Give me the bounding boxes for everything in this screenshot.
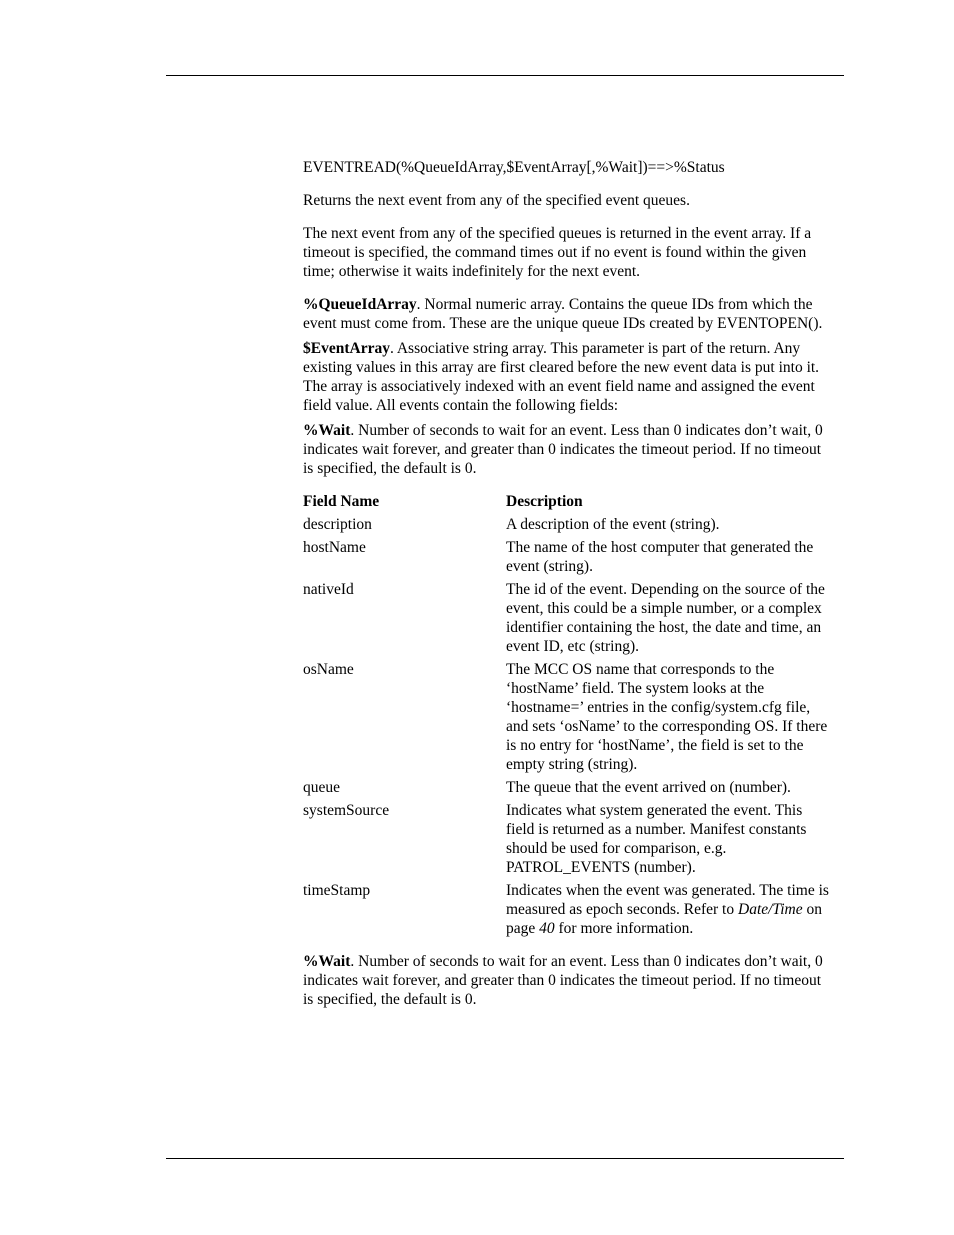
field-name-cell: nativeId (303, 581, 354, 598)
column-header-description: Description (506, 493, 583, 510)
desc-text: on page (506, 901, 822, 937)
param-text: . Number of seconds to wait for an event. Less than 0 indicates don’t wait, 0 indicates wait forever, and greater than 0 indicates the timeout period. If no timeout is specified, the default is 0. (303, 953, 823, 1008)
document-body (303, 158, 833, 1023)
field-name-cell: osName (303, 661, 354, 678)
param-name: %Wait (303, 953, 351, 970)
table-row (303, 580, 833, 660)
field-name-cell: systemSource (303, 802, 390, 819)
table-row (303, 660, 833, 778)
table-row (303, 801, 833, 881)
param-text: . Associative string array. This parameter is part of the return. Any existing values in this array are first cleared before the new event data is put into it. The array is associatively indexed with an event field name and assigned the event field value. All events contain the following fields: (303, 340, 820, 414)
event-fields-table (303, 492, 833, 942)
param-wait-repeat (303, 952, 833, 1009)
cross-reference-link[interactable]: Date/Time (738, 901, 803, 918)
param-event-array (303, 339, 833, 415)
param-name: %QueueIdArray (303, 296, 417, 313)
function-summary: Returns the next event from any of the specified event queues. (303, 192, 690, 209)
field-description-cell: The id of the event. Depending on the source of the event, this could be a simple number, or a complex identifier containing the host, the date and time, an event ID, etc (string). (506, 581, 825, 655)
field-name-cell: queue (303, 779, 341, 796)
field-description-cell: The MCC OS name that corresponds to the ‘hostName’ field. The system looks at the ‘hostname=’ entries in the config/system.cfg file, and sets ‘osName’ to the corresponding OS. If there is no entry for ‘hostName’, the field is set to the empty string (string). (506, 661, 828, 773)
field-description-cell: The name of the host computer that generated the event (string). (506, 539, 814, 575)
field-description-cell: The queue that the event arrived on (number). (506, 779, 791, 796)
column-header-field-name: Field Name (303, 493, 380, 510)
param-name: $EventArray (303, 340, 390, 357)
footer-rule (166, 1158, 844, 1159)
table-row (303, 515, 833, 538)
param-wait (303, 421, 833, 478)
field-description-cell: A description of the event (string). (506, 516, 720, 533)
field-name-cell: description (303, 516, 372, 533)
function-syntax: EVENTREAD(%QueueIdArray,$EventArray[,%Wait])==>%Status (303, 159, 725, 176)
desc-text: Indicates when the event was generated. The time is measured as epoch seconds. Refer to (506, 882, 829, 918)
param-name: %Wait (303, 422, 351, 439)
param-queue-id-array (303, 295, 833, 333)
header-rule (166, 75, 844, 76)
table-header-row (303, 492, 833, 515)
page-reference[interactable]: 40 (539, 920, 555, 937)
field-description-cell: Indicates what system generated the event. This field is returned as a number. Manifest constants should be used for comparison, e.g. PATROL_EVENTS (number). (506, 802, 807, 876)
field-name-cell: hostName (303, 539, 366, 556)
table-row (303, 538, 833, 580)
param-text: . Number of seconds to wait for an event. Less than 0 indicates don’t wait, 0 indicates wait forever, and greater than 0 indicates the timeout period. If no timeout is specified, the default is 0. (303, 422, 823, 477)
table-row (303, 881, 833, 942)
param-text: . Normal numeric array. Contains the queue IDs from which the event must come from. These are the unique queue IDs created by EVENTOPEN(). (303, 296, 823, 332)
function-description: The next event from any of the specified queues is returned in the event array. If a timeout is specified, the command times out if no event is found within the given time; otherwise it waits indefinitely for the next event. (303, 225, 812, 280)
field-name-cell: timeStamp (303, 882, 371, 899)
table-row (303, 778, 833, 801)
field-description-cell (506, 881, 833, 942)
desc-text: for more information. (554, 920, 694, 937)
